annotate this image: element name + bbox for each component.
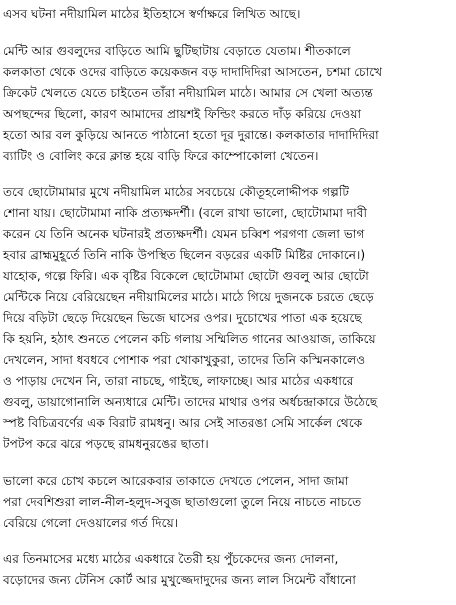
text-line-14: যাহোক, গল্পে ফিরি। এক বৃষ্টির বিকেলে ছোটোমামা ছোটো গুবলু আর ছোটো	[3, 269, 369, 283]
text-line-15: মেন্টিকে নিয়ে বেরিয়েছেন নদীয়ামিলের মাঠে। মাঠে গিয়ে দুজনকে চরতে ছেড়ে	[3, 290, 374, 304]
text-line-13: হবার ব্রাহ্মমুহূর্তে তিনি নাকি উপস্থিত ছিলেন বড়রের একটি মিষ্টির দোকানে।)	[3, 248, 366, 262]
text-line-1: এসব ঘটনা নদীয়ামিল মাঠের ইতিহাসে স্বর্ণাক্ষরে লিখিত আছে।	[3, 7, 301, 21]
text-line-7: হতো আর বল কুড়িয়ে আনতে পাঠানো হতো দূর দুরান্তে। কলকাতার দাদাদিদিরা	[3, 128, 379, 142]
text-line-10: তবে ছোটোমামার মুখে নদীয়ামিল মাঠের সবচেয়ে কৌতূহলোদ্দীপক গল্পটি	[3, 185, 350, 199]
text-line-5: ক্রিকেট খেলতে যেতে চাইতেন তাঁরা নদীয়ামিল মাঠে। আমার সে খেলা অত্যন্ত	[3, 86, 373, 100]
text-line-28: এর তিনমাসের মধ্যে মাঠের একধারে তৈরী হয় পুঁচকেদের জন্য দোলনা,	[3, 552, 339, 566]
text-line-6: অপছন্দের ছিলো, কারণ আমাদের প্রায়শই ফিল্ডিং করতে দাঁড় করিয়ে দেওয়া	[3, 107, 362, 121]
text-line-26: বেরিয়ে গেলো দেওয়ালের গর্ত দিয়ে।	[3, 516, 179, 530]
text-line-25: পরা দেবশিশুরা লাল-নীল-হলুদ-সবুজ ছাতাগুলো তুলে নিয়ে নাচতে নাচতে	[3, 495, 362, 509]
text-line-8: ব্যাটিং ও বোলিং করে ক্লান্ত হয়ে বাড়ি ফিরে কাম্পোকোলা খেতেন।	[3, 149, 319, 163]
text-line-19: ও পাড়ায় দেখেন নি, তারা নাচছে, গাইছে, লাফাচ্ছে। আর মাঠের একধারে	[3, 374, 354, 388]
text-line-17: কি হয়নি, হঠাৎ শুনতে পেলেন কচি গলায় সম্মিলিত গানের আওয়াজ, তাকিয়ে	[3, 332, 376, 346]
text-line-11: শোনা যায়। ছোটোমামা নাকি প্রত্যক্ষদর্শী। (বলে রাখা ভালো, ছোটোমামা দাবী	[3, 206, 367, 220]
text-line-4: কলকাতা থেকে ওদের বাড়িতে কয়েকজন বড় দাদাদিদিরা আসতেন, চশমা চোখে	[3, 65, 383, 79]
text-line-20: গুবলু, ডায়াগোনালি অন্যধারে মেন্টি। তাদের মাথার ওপর অর্ধচন্দ্রাকারে উঠেছে	[3, 395, 378, 409]
text-line-12: করেন যে তিনি অনেক ঘটনারই প্রত্যক্ষদর্শী। যেমন চব্বিশ পরগণা জেলা ভাগ	[3, 227, 365, 241]
text-line-29: বড়োদের জন্য টেনিস কোর্ট আর মুখুজ্জেদাদুদের জন্য লাল সিমেন্ট বাঁধানো	[3, 573, 356, 587]
text-line-24: ভালো করে চোখ কচলে আরেকবার তাকাতে দেখতে পেলেন, সাদা জামা	[3, 474, 349, 488]
text-line-18: দেখলেন, সাদা ধবধবে পোশাক পরা খোকাখুকুরা, তাদের তিনি কস্মিনকালেও	[3, 353, 366, 367]
text-line-22: টপটপ করে ঝরে পড়ছে রামধনুরঙের ছাতা।	[3, 437, 209, 451]
text-line-21: স্পষ্ট বিচিত্রবর্ণের এক বিরাট রামধনু। আর সেই সাতরঙা সেমি সার্কেল থেকে	[3, 416, 363, 430]
text-line-16: দিয়ে বড়িটা ছেড়ে দিয়েছেন ভিজে ঘাসের ওপর। দুচোখের পাতা এক হয়েছে	[3, 311, 362, 325]
text-line-3: মেন্টি আর গুবলুদের বাড়িতে আমি ছুটিছাটায় বেড়াতে যেতাম। শীতকালে	[3, 44, 351, 58]
